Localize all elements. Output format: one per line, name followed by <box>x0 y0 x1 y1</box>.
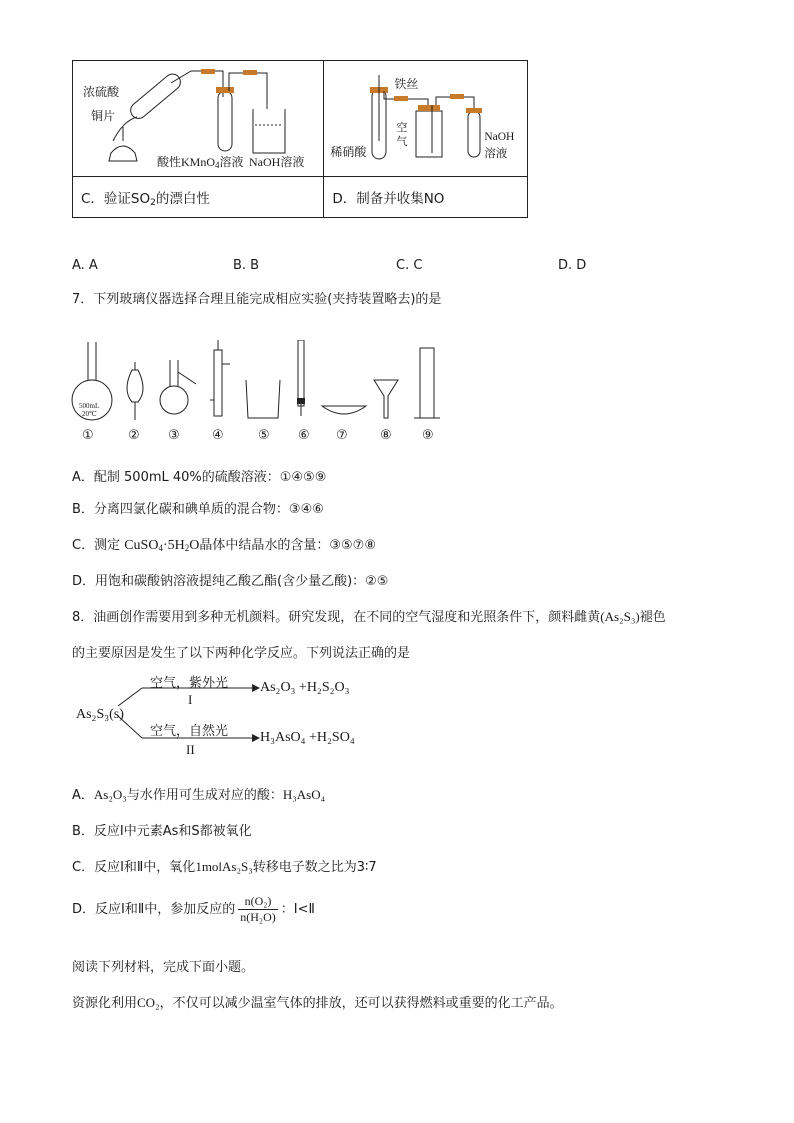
apparatus-table <box>72 60 528 218</box>
glassware-number: ④ <box>212 428 224 443</box>
q7-stem: 7．下列玻璃仪器选择合理且能完成相应实验(夹持装置略去)的是 <box>72 292 442 307</box>
label-naoh-d-2: 溶液 <box>484 146 508 160</box>
q8-stem-line2: 的主要原因是发生了以下两种化学反应。下列说法正确的是 <box>72 646 411 661</box>
q8-option-b: B．反应Ⅰ中元素As和S都被氧化 <box>72 824 252 839</box>
q8-option-a: A．As₂O₃与水作用可生成对应的酸：H₃AsO₄ <box>72 787 326 803</box>
q6-option-a: A. A <box>72 258 98 273</box>
material-text: 资源化利用CO₂，不仅可以减少温室气体的排放，还可以获得燃料或重要的化工产品。 <box>72 995 563 1011</box>
glassware-number: ⑤ <box>258 428 270 443</box>
label-kmno4: 酸性KMnO$_4$溶液 <box>157 155 244 170</box>
product-1: As₂O₃ +H₂S₂O₃ <box>260 680 350 695</box>
glassware-number: ⑨ <box>422 428 434 443</box>
flask-text-temp: 20℃ <box>82 410 97 418</box>
q7-option-c: C．测定 $CuSO_4\cdot 5H_2O$晶体中结晶水的含量：③⑤⑦⑧ <box>72 538 376 553</box>
label-copper: 铜片 <box>91 109 116 123</box>
glassware-number: ⑥ <box>298 428 310 443</box>
label-air-1: 空 <box>396 121 408 134</box>
glassware-number: ② <box>128 428 140 443</box>
flask-text-volume: 500mL <box>79 402 100 410</box>
label-dilute-nitric: 稀硝酸 <box>330 145 367 159</box>
condition-uv: 空气，紫外光 <box>150 676 229 691</box>
cell-d-figure <box>324 61 528 177</box>
q7-option-a: A．配制 500mL 40%的硫酸溶液：①④⑤⑨ <box>72 470 327 485</box>
condition-natural-light: 空气，自然光 <box>150 724 229 739</box>
glassware-figure <box>70 340 450 424</box>
product-2: H₃AsO₄ +H₂SO₄ <box>260 730 355 745</box>
label-naoh-d-1: NaOH <box>484 131 515 143</box>
reading-instruction: 阅读下列材料，完成下面小题。 <box>72 960 255 975</box>
label-naoh-c: NaOH溶液 <box>249 155 305 169</box>
cell-d-caption: D．制备并收集NO <box>324 177 528 218</box>
label-iron-wire: 铁丝 <box>394 77 419 91</box>
cell-c-figure <box>73 61 324 177</box>
q6-option-b: B. B <box>233 258 260 273</box>
glassware-number: ③ <box>168 428 180 443</box>
q6-option-c: C. C <box>396 258 423 273</box>
q6-option-d: D. D <box>558 258 587 273</box>
ratio-fraction: $\frac{\text{n(O₂)}}{\text{n(H₂O)}}$ <box>240 894 276 924</box>
q7-option-d: D．用饱和碳酸钠溶液提纯乙酸乙酯(含少量乙酸)：②⑤ <box>72 574 389 589</box>
q8-stem-line1: 8．油画创作需要用到多种无机颜料。研究发现，在不同的空气湿度和光照条件下，颜料雌黄(As₂S₃)褪色 <box>72 609 666 625</box>
label-conc-acid: 浓硫酸 <box>83 85 120 99</box>
reaction-label-1: I <box>188 692 193 707</box>
glassware-number: ① <box>82 428 94 443</box>
q8-option-c: C．反应Ⅰ和Ⅱ中，氧化1molAs₂S₃转移电子数之比为3∶7 <box>72 859 377 875</box>
reaction-label-2: II <box>186 742 195 757</box>
reactant-as2s3: As₂S₃(s) <box>76 707 124 722</box>
q7-option-b: B．分离四氯化碳和碘单质的混合物：③④⑥ <box>72 502 324 517</box>
q8-option-d: D．反应Ⅰ和Ⅱ中，参加反应的 $\frac{\text{n(O₂)}}{\text{n(H₂O)}}$ ：Ⅰ<Ⅱ <box>72 894 315 924</box>
glassware-number: ⑦ <box>336 428 348 443</box>
glassware-number: ⑧ <box>380 428 392 443</box>
label-air-2: 气 <box>396 135 408 148</box>
cell-c-caption: C．验证$SO_2$的漂白性 <box>73 177 324 218</box>
